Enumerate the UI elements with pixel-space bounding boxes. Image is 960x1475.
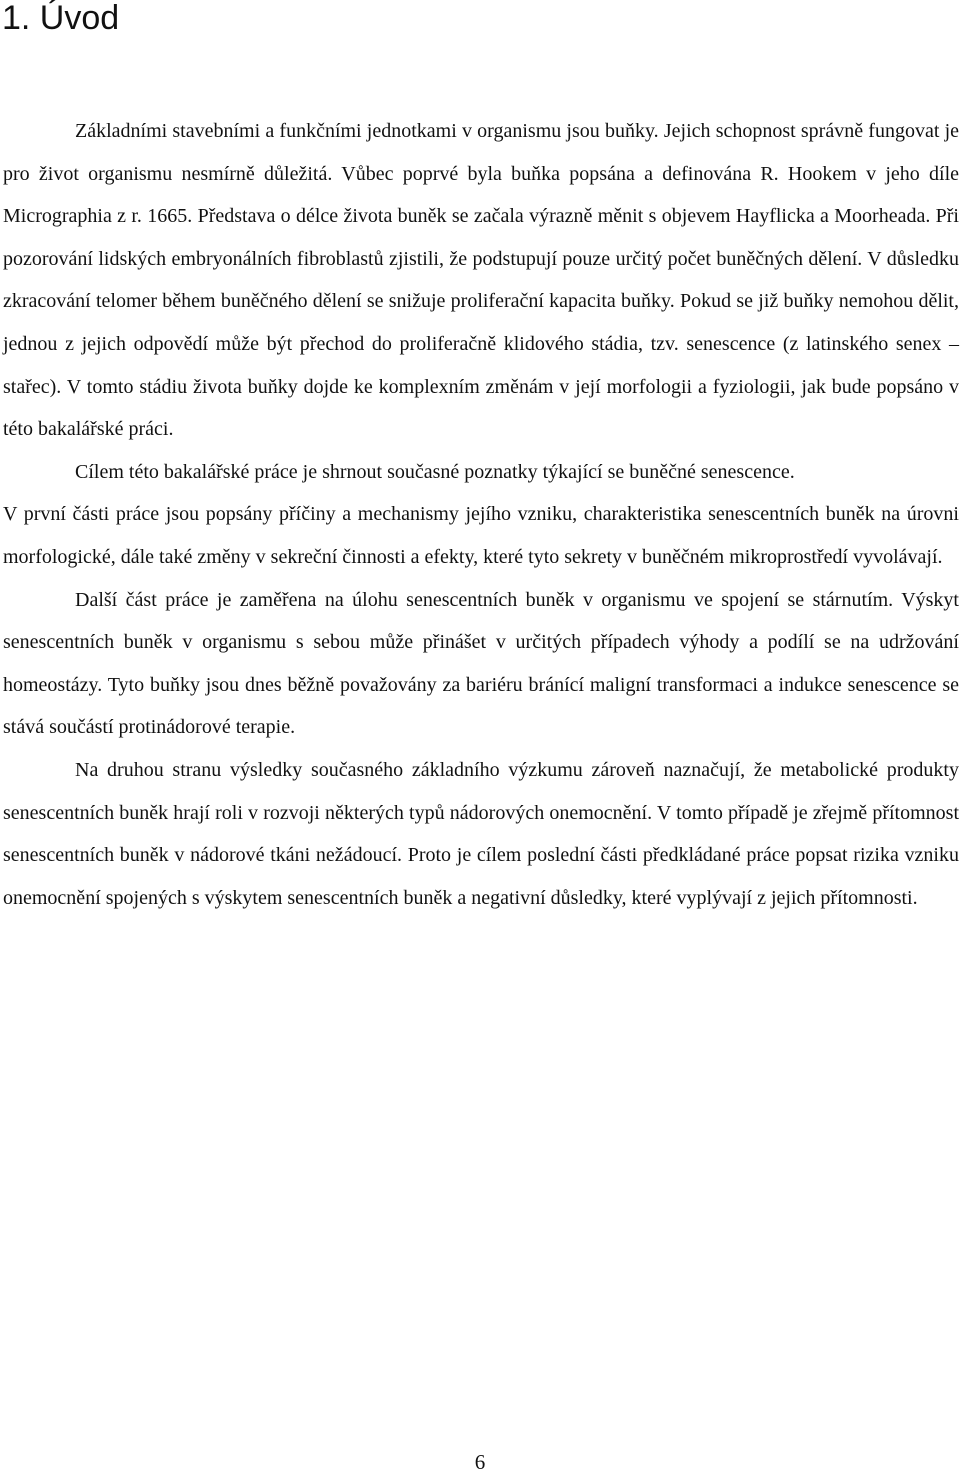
- paragraph-last-part: Na druhou stranu výsledky současného základního výzkumu zároveň naznačují, že metabolické produkty senescentních buněk hrají roli v rozvoji některých typů nádorových onemocnění. V tomto případě je zřejmě přítomnost senescentních buněk v nádorové tkáni nežádoucí. Proto je cílem poslední části předkládané práce popsat rizika vzniku onemocnění spojených s výskytem senescentních buněk a negativní důsledky, které vyplývají z jejich přítomnosti.: [3, 758, 959, 909]
- paragraph-introduction: Základními stavebními a funkčními jednotkami v organismu jsou buňky. Jejich schopnost správně fungovat je pro život organismu nesmírně důležitá. Vůbec poprvé byla buňka popsána a definována R. Hookem v jeho díle Micrographia z r. 1665. Představa o délce života buněk se začala výrazně měnit s objevem Hayflicka a Moorheada. Při pozorování lidských embryonálních fibroblastů zjistili, že podstupují pouze určitý počet buněčných dělení. V důsledku zkracování telomer během buněčného dělení se snižuje proliferační kapacita buňky. Pokud se již buňky nemohou dělit, jednou z jejich odpovědí může být přechod do proliferačně klidového stádia, tzv. senescence (z latinského senex – stařec). V tomto stádiu života buňky dojde ke komplexním změnám v její morfologii a fyziologii, jak bude popsáno v této bakalářské práci.: [3, 120, 959, 441]
- paragraph-aim: Cílem této bakalářské práce je shrnout současné poznatky týkající se buněčné senescence.: [75, 460, 795, 483]
- paragraph-first-part: V první části práce jsou popsány příčiny a mechanismy jejího vzniku, charakteristika senescentních buněk na úrovni morfologické, dále také změny v sekreční činnosti a efekty, které tyto sekrety v buněčném mikroprostředí vyvolávají.: [3, 503, 959, 568]
- section-heading: 1. Úvod: [2, 0, 120, 37]
- paragraph-second-part: Další část práce je zaměřena na úlohu senescentních buněk v organismu ve spojení se stárnutím. Výskyt senescentních buněk v organismu s sebou může přinášet v určitých případech výhody a podílí se na udržování homeostázy. Tyto buňky jsou dnes běžně považovány za bariéru bránící maligní transformaci a indukce senescence se stává součástí protinádorové terapie.: [3, 588, 959, 739]
- page-number: 6: [474, 1450, 486, 1474]
- body-text: [3, 110, 959, 919]
